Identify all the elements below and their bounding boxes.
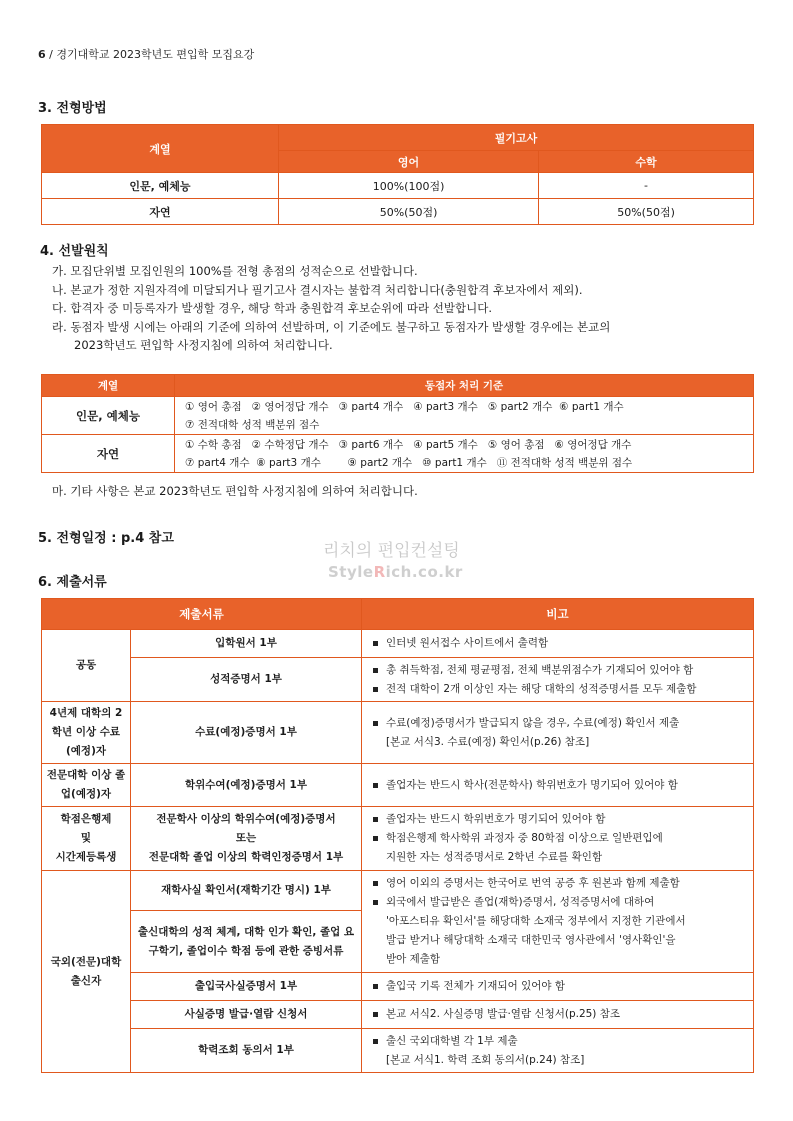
cell-note [362, 973, 754, 1001]
table-row [42, 199, 754, 225]
group-line: 출신자 [70, 974, 102, 987]
cell-document: 출입국사실증명서 1부 [131, 973, 362, 1001]
group-line: 국외(전문)대학 [50, 955, 122, 968]
watermark-url-part: R [373, 563, 386, 581]
cell-math: 50%(50점) [539, 199, 754, 225]
header-english: 영어 [279, 151, 539, 173]
note-bullet: 출입국 기록 전체가 기재되어 있어야 함 [372, 977, 749, 996]
list-item: 가. 모집단위별 모집인원의 100%를 전형 총점의 성적순으로 선발합니다. [52, 264, 418, 278]
cell-group [42, 807, 131, 871]
cell-document: 출신대학의 성적 체계, 대학 인가 확인, 졸업 요구학기, 졸업이수 학점 등에 관한 증빙서류 [131, 911, 362, 973]
header-written-exam: 필기고사 [279, 125, 754, 151]
section-4-title: 4. 선발원칙 [40, 244, 109, 259]
table-row [42, 764, 754, 807]
table-row [42, 630, 754, 658]
cell-criteria [175, 435, 754, 473]
header-group: 계열 [42, 125, 279, 173]
criteria-line: ① 수학 총점 ② 수학정답 개수 ③ part6 개수 ④ part5 개수 ⑤ 영어 총점 ⑥ 영어정답 개수 [185, 438, 632, 451]
table-row [42, 173, 754, 199]
header-math: 수학 [539, 151, 754, 173]
note-bullet: 본교 서식2. 사실증명 발급·열람 신청서(p.25) 참조 [372, 1005, 749, 1024]
group-line: 및 [80, 832, 92, 844]
section-6-title: 6. 제출서류 [38, 575, 107, 590]
table-row [42, 435, 754, 473]
cell-document: 재학사실 확인서(재학기간 명시) 1부 [131, 871, 362, 911]
cell-group: 공동 [42, 630, 131, 702]
table-row [42, 1001, 754, 1029]
cell-english: 50%(50점) [279, 199, 539, 225]
header-documents: 제출서류 [42, 599, 362, 630]
note-bullet: 수료(예정)증명서가 발급되지 않을 경우, 수료(예정) 확인서 제출 [372, 714, 749, 733]
selection-method-table [41, 124, 754, 225]
list-item: 마. 기타 사항은 본교 2023학년도 편입학 사정지침에 의하여 처리합니다. [52, 484, 418, 498]
list-item: 나. 본교가 정한 지원자격에 미달되거나 필기고사 결시자는 불합격 처리합니다(충원합격 후보자에서 제외). [52, 282, 583, 297]
note-bullet: 전적 대학이 2개 이상인 자는 해당 대학의 성적증명서를 모두 제출함 [372, 680, 749, 699]
cell-document: 학력조회 동의서 1부 [131, 1029, 362, 1073]
table-header-row [42, 125, 754, 151]
cell-document: 사실증명 발급·열람 신청서 [131, 1001, 362, 1029]
note-bullet: 인터넷 원서접수 사이트에서 출력함 [372, 634, 749, 653]
cell-note [362, 658, 754, 702]
header-title: 경기대학교 2023학년도 편입학 모집요강 [56, 48, 255, 61]
table-row [42, 871, 754, 911]
section-5-title: 5. 전형일정 : p.4 참고 [38, 531, 174, 546]
note-bullet: 출신 국외대학별 각 1부 제출 [372, 1032, 749, 1051]
note-continuation: 지원한 자는 성적증명서로 2학년 수료를 확인함 [386, 851, 603, 863]
note-bullet: 학점은행제 학사학위 과정자 중 80학점 이상으로 일반편입에 [372, 829, 749, 848]
page-header [38, 46, 254, 62]
cell-group: 자연 [42, 199, 279, 225]
document-line: 전문대학 졸업 이상의 학력인정증명서 1부 [148, 851, 344, 863]
page-number: 6 [38, 48, 46, 61]
note-bullet: 외국에서 발급받은 졸업(재학)증명서, 성적증명서에 대하여 [372, 893, 749, 912]
watermark-url-part: ich.co.kr [385, 563, 463, 581]
cell-document: 학위수여(예정)증명서 1부 [131, 764, 362, 807]
cell-group: 전문대학 이상 졸업(예정)자 [42, 764, 131, 807]
table-row [42, 702, 754, 764]
list-item: 라. 동점자 발생 시에는 아래의 기준에 의하여 선발하며, 이 기준에도 불구하고 동점자가 발생할 경우에는 본교의 [52, 319, 611, 334]
table-row [42, 973, 754, 1001]
note-bullet: 영어 이외의 증명서는 한국어로 번역 공증 후 원본과 함께 제출함 [372, 874, 749, 893]
cell-group: 자연 [42, 435, 175, 473]
note-continuation: 받아 제출함 [386, 953, 441, 965]
cell-note [362, 871, 754, 973]
note-continuation: '아포스티유 확인서'를 해당대학 소재국 정부에서 지정한 기관에서 [386, 915, 686, 927]
note-continuation: 발급 받거나 해당대학 소재국 대한민국 영사관에서 '영사확인'을 [386, 934, 676, 946]
table-row [42, 397, 754, 435]
group-line: 시간제등록생 [55, 851, 117, 863]
cell-note [362, 764, 754, 807]
cell-note [362, 807, 754, 871]
list-item: 다. 합격자 중 미등록자가 발생할 경우, 해당 학과 충원합격 후보순위에 따라 선발합니다. [52, 301, 492, 315]
table-row [42, 807, 754, 871]
table-header-row [42, 599, 754, 630]
note-continuation: [본교 서식3. 수료(예정) 확인서(p.26) 참조] [386, 735, 590, 748]
group-line: 학점은행제 [60, 813, 112, 825]
header-tie-criteria: 동점자 처리 기준 [175, 375, 754, 397]
cell-note [362, 702, 754, 764]
document-line: 전문학사 이상의 학위수여(예정)증명서 [156, 813, 336, 825]
cell-group [42, 871, 131, 1073]
watermark-url [328, 563, 463, 581]
criteria-line: ⑦ part4 개수 ⑧ part3 개수 ⑨ part2 개수 ⑩ part1 개수 ⑪ 전적대학 성적 백분위 점수 [185, 456, 633, 469]
cell-english: 100%(100점) [279, 173, 539, 199]
selection-principles-list [52, 262, 610, 355]
cell-group: 인문, 예체능 [42, 173, 279, 199]
section-3-title: 3. 전형방법 [38, 101, 107, 116]
cell-criteria [175, 397, 754, 435]
note-continuation: [본교 서식1. 학력 조회 동의서(p.24) 참조] [386, 1053, 585, 1066]
cell-document: 수료(예정)증명서 1부 [131, 702, 362, 764]
header-notes: 비고 [362, 599, 754, 630]
cell-document [131, 807, 362, 871]
selection-principles-last [52, 482, 418, 501]
cell-group: 4년제 대학의 2학년 이상 수료(예정)자 [42, 702, 131, 764]
table-header-row [42, 375, 754, 397]
criteria-line: ① 영어 총점 ② 영어정답 개수 ③ part4 개수 ④ part3 개수 ⑤ part2 개수 ⑥ part1 개수 [185, 400, 624, 413]
cell-note [362, 630, 754, 658]
note-bullet: 졸업자는 반드시 학사(전문학사) 학위번호가 명기되어 있어야 함 [372, 776, 749, 795]
cell-note [362, 1029, 754, 1073]
table-row [42, 658, 754, 702]
note-bullet: 졸업자는 반드시 학위번호가 명기되어 있어야 함 [372, 810, 749, 829]
required-documents-table [41, 598, 754, 1073]
header-group: 계열 [42, 375, 175, 397]
cell-note [362, 1001, 754, 1029]
list-item: 2023학년도 편입학 사정지침에 의하여 처리합니다. [74, 338, 333, 352]
cell-document: 입학원서 1부 [131, 630, 362, 658]
table-row [42, 1029, 754, 1073]
criteria-line: ⑦ 전적대학 성적 백분위 점수 [185, 418, 320, 431]
watermark-text: 리치의 편입컨설팅 [323, 541, 460, 561]
watermark-url-part: Style [328, 563, 374, 581]
tie-breaker-table [41, 374, 754, 473]
note-bullet: 총 취득학점, 전체 평균평점, 전체 백분위점수가 기재되어 있어야 함 [372, 661, 749, 680]
cell-group: 인문, 예체능 [42, 397, 175, 435]
document-line: 또는 [235, 832, 257, 844]
cell-document: 성적증명서 1부 [131, 658, 362, 702]
header-separator: / [49, 48, 53, 61]
cell-math: - [539, 173, 754, 199]
